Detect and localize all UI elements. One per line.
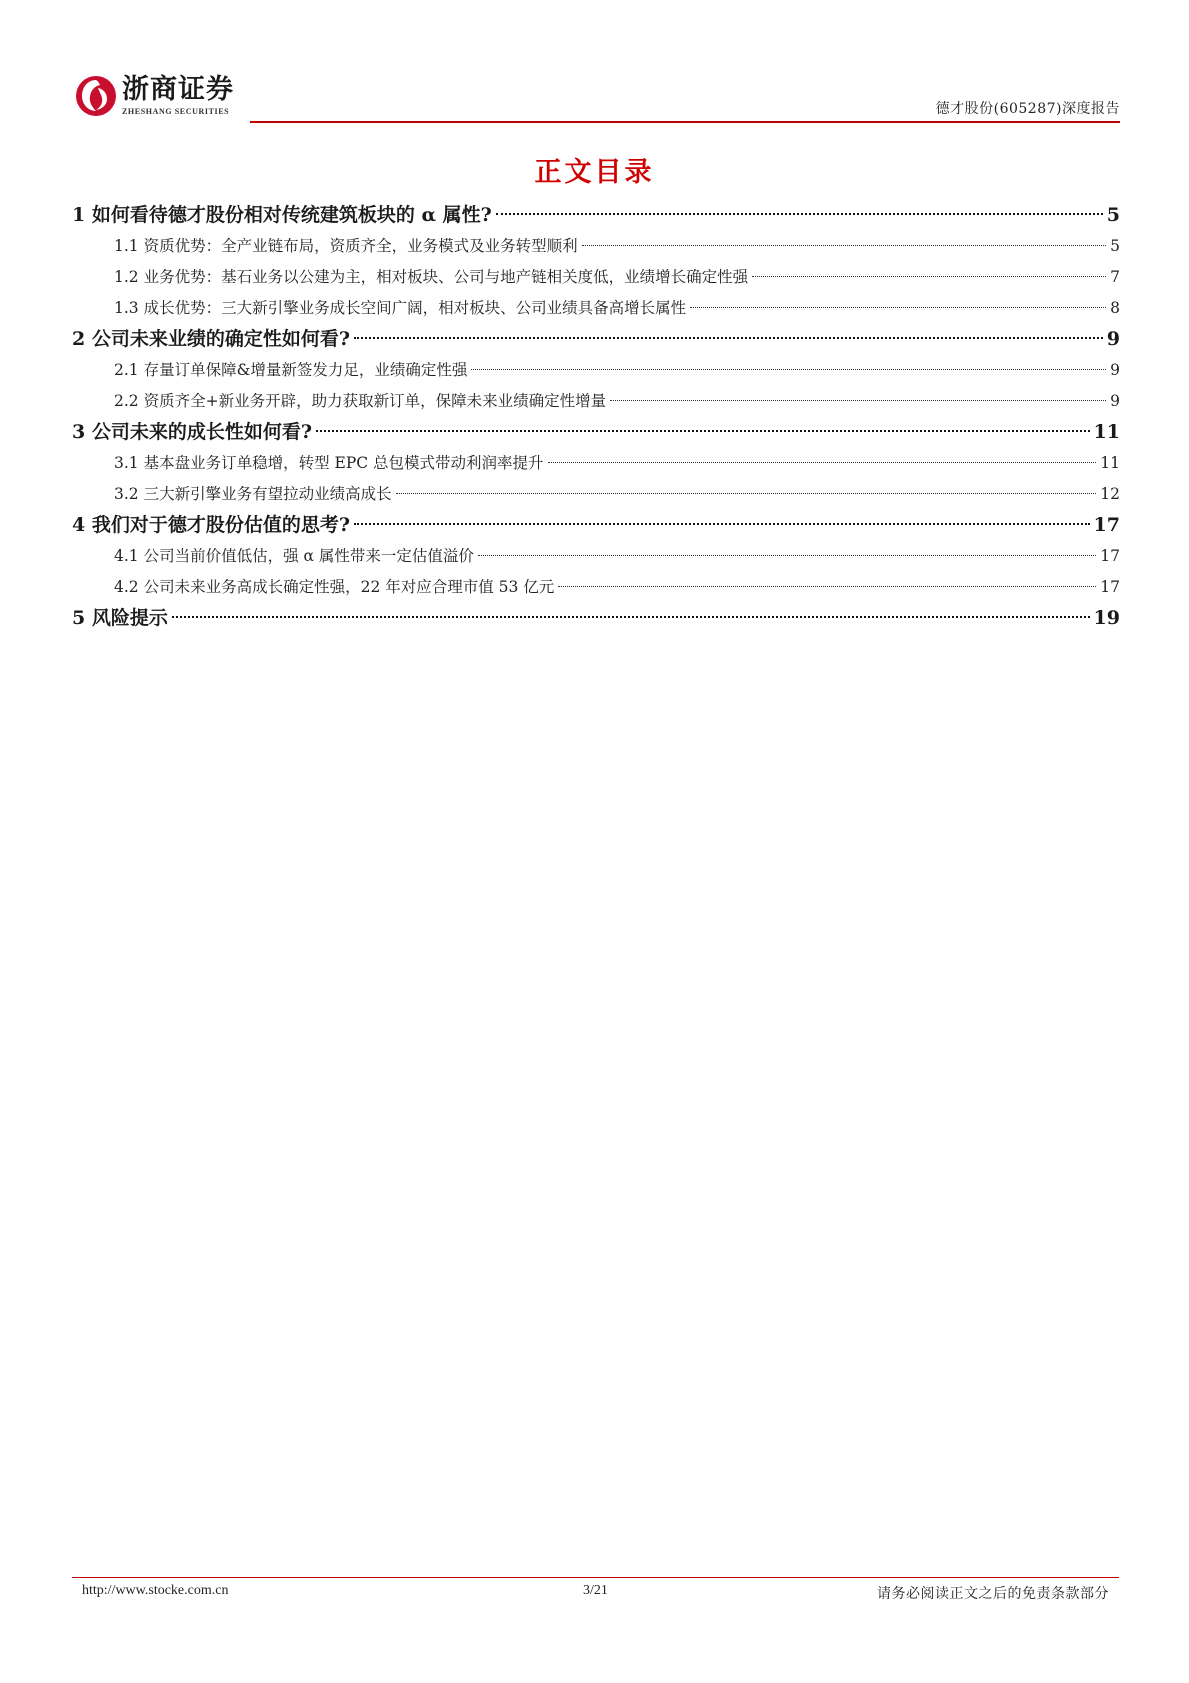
toc-leader-dots xyxy=(396,493,1097,494)
report-title: 德才股份(605287)深度报告 xyxy=(935,101,1120,117)
toc-entry-title: 1.3 成长优势：三大新引擎业务成长空间广阔，相对板块、公司业绩具备高增长属性 xyxy=(114,299,687,317)
toc-leader-dots xyxy=(496,213,1103,215)
toc-entry-title: 4.2 公司未来业务高成长确定性强，22 年对应合理市值 53 亿元 xyxy=(114,578,555,596)
toc-entry-title: 1.2 业务优势：基石业务以公建为主，相对板块、公司与地产链相关度低，业绩增长确定性强 xyxy=(114,268,749,286)
toc-page-number: 9 xyxy=(1110,392,1120,410)
toc-subsection-entry[interactable] xyxy=(72,541,1120,572)
toc-leader-dots xyxy=(548,462,1097,463)
toc-leader-dots xyxy=(558,586,1096,587)
toc-subsection-entry[interactable] xyxy=(72,262,1120,293)
toc-leader-dots xyxy=(354,523,1090,525)
toc-entry-title: 1 如何看待德才股份相对传统建筑板块的 α 属性? xyxy=(72,204,492,226)
toc-page-number: 9 xyxy=(1106,328,1120,350)
company-logo xyxy=(74,74,234,118)
toc-leader-dots xyxy=(582,245,1107,246)
footer-divider xyxy=(72,1577,1119,1578)
toc-page-number: 12 xyxy=(1100,485,1120,503)
toc-subsection-entry[interactable] xyxy=(72,572,1120,603)
toc-section-entry[interactable] xyxy=(72,510,1120,541)
footer-url-link[interactable]: http://www.stocke.com.cn xyxy=(82,1583,229,1598)
toc-entry-title: 2 公司未来业绩的确定性如何看? xyxy=(72,328,350,350)
toc-leader-dots xyxy=(610,400,1106,401)
toc-leader-dots xyxy=(172,616,1090,618)
header-divider xyxy=(250,121,1120,123)
toc-subsection-entry[interactable] xyxy=(72,479,1120,510)
table-of-contents xyxy=(72,200,1120,634)
toc-page-number: 5 xyxy=(1110,237,1120,255)
toc-title: 正文目录 xyxy=(534,157,655,188)
toc-leader-dots xyxy=(316,430,1090,432)
toc-section-entry[interactable] xyxy=(72,324,1120,355)
toc-entry-title: 4 我们对于德才股份估值的思考? xyxy=(72,514,350,536)
toc-page-number: 19 xyxy=(1093,607,1120,629)
toc-leader-dots xyxy=(471,369,1106,370)
footer-disclaimer: 请务必阅读正文之后的免责条款部分 xyxy=(877,1586,1109,1602)
toc-page-number: 17 xyxy=(1100,578,1120,596)
toc-leader-dots xyxy=(478,555,1096,556)
toc-section-entry[interactable] xyxy=(72,417,1120,448)
toc-subsection-entry[interactable] xyxy=(72,448,1120,479)
toc-leader-dots xyxy=(690,307,1106,308)
toc-page-number: 7 xyxy=(1110,268,1120,286)
toc-entry-title: 3.2 三大新引擎业务有望拉动业绩高成长 xyxy=(114,485,392,503)
page-header xyxy=(70,74,1120,126)
toc-entry-title: 3.1 基本盘业务订单稳增，转型 EPC 总包模式带动利润率提升 xyxy=(114,454,544,472)
toc-subsection-entry[interactable] xyxy=(72,293,1120,324)
toc-entry-title: 5 风险提示 xyxy=(72,607,168,629)
toc-entry-title: 4.1 公司当前价值低估，强 α 属性带来一定估值溢价 xyxy=(114,547,474,565)
toc-leader-dots xyxy=(752,276,1106,277)
zheshang-logo-icon xyxy=(74,74,118,118)
logo-chinese-name: 浙商证券 xyxy=(122,74,234,105)
toc-entry-title: 1.1 资质优势：全产业链布局，资质齐全，业务模式及业务转型顺利 xyxy=(114,237,578,255)
toc-subsection-entry[interactable] xyxy=(72,231,1120,262)
toc-page-number: 17 xyxy=(1100,547,1120,565)
toc-subsection-entry[interactable] xyxy=(72,386,1120,417)
toc-page-number: 11 xyxy=(1100,454,1120,472)
toc-page-number: 9 xyxy=(1110,361,1120,379)
toc-page-number: 8 xyxy=(1110,299,1120,317)
toc-section-entry[interactable] xyxy=(72,603,1120,634)
toc-section-entry[interactable] xyxy=(72,200,1120,231)
toc-page-number: 5 xyxy=(1106,204,1120,226)
toc-subsection-entry[interactable] xyxy=(72,355,1120,386)
toc-entry-title: 2.1 存量订单保障&增量新签发力足，业绩确定性强 xyxy=(114,361,468,379)
toc-page-number: 11 xyxy=(1093,421,1120,443)
toc-entry-title: 3 公司未来的成长性如何看? xyxy=(72,421,312,443)
page-number: 3/21 xyxy=(583,1583,608,1598)
toc-entry-title: 2.2 资质齐全+新业务开辟，助力获取新订单，保障未来业绩确定性增量 xyxy=(114,392,607,410)
toc-page-number: 17 xyxy=(1093,514,1120,536)
page-footer xyxy=(82,1583,1109,1605)
toc-leader-dots xyxy=(354,337,1103,339)
logo-english-name: ZHESHANG SECURITIES xyxy=(122,107,230,116)
